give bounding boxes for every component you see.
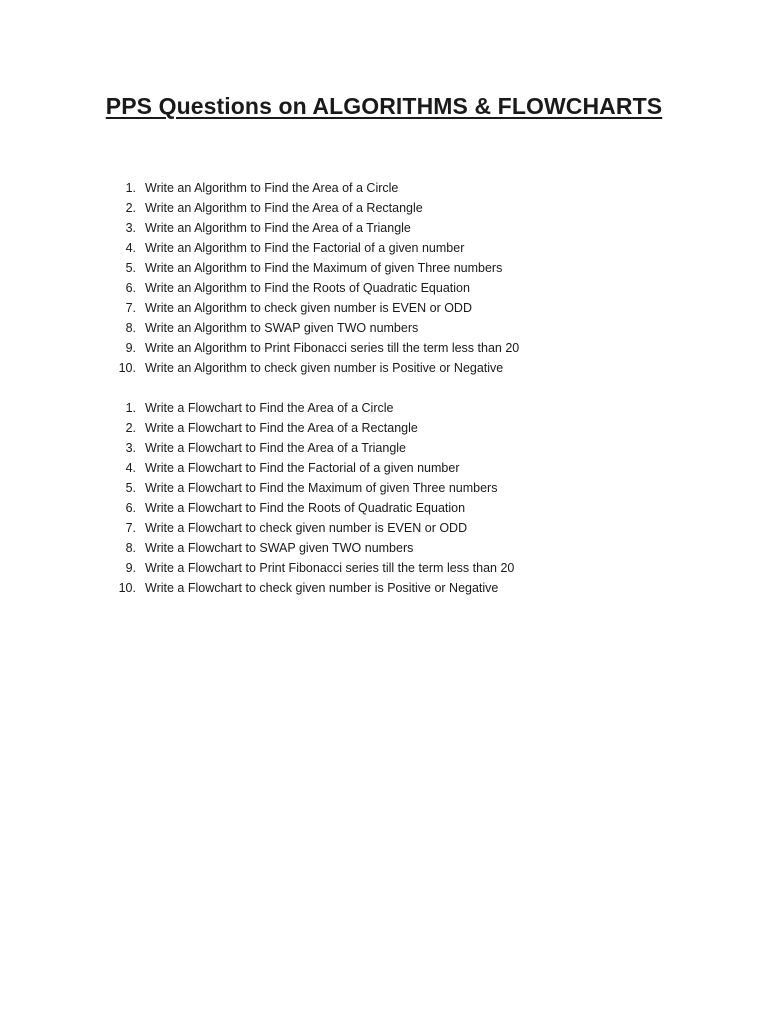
item-number: 10. xyxy=(118,361,136,375)
item-number: 5. xyxy=(125,261,136,275)
item-number: 10. xyxy=(118,581,136,595)
list-item xyxy=(108,560,514,580)
item-number: 6. xyxy=(125,501,136,515)
item-number: 7. xyxy=(125,301,136,315)
item-text: Write an Algorithm to Find the Factorial of a given number xyxy=(145,241,465,255)
item-text: Write a Flowchart to Find the Roots of Quadratic Equation xyxy=(145,501,466,515)
list-item xyxy=(108,320,519,340)
item-number: 7. xyxy=(125,521,136,535)
list-item xyxy=(108,340,519,360)
item-text: Write a Flowchart to Find the Maximum of given Three numbers xyxy=(145,481,498,495)
item-number: 9. xyxy=(125,341,136,355)
item-number: 8. xyxy=(125,541,136,555)
item-number: 4. xyxy=(125,241,136,255)
list-item xyxy=(108,480,514,500)
list-item xyxy=(108,280,519,300)
item-text: Write an Algorithm to check given number is Positive or Negative xyxy=(145,361,504,375)
item-number: 8. xyxy=(125,321,136,335)
item-text: Write an Algorithm to Find the Area of a Rectangle xyxy=(145,201,423,215)
list-item xyxy=(108,220,519,240)
list-item xyxy=(108,300,519,320)
item-text: Write an Algorithm to check given number is EVEN or ODD xyxy=(145,301,472,315)
item-number: 4. xyxy=(125,461,136,475)
list-item xyxy=(108,200,519,220)
item-text: Write an Algorithm to Find the Roots of Quadratic Equation xyxy=(145,281,470,295)
list-item xyxy=(108,460,514,480)
flowchart-questions-list xyxy=(108,400,514,600)
item-text: Write an Algorithm to Print Fibonacci series till the term less than 20 xyxy=(145,341,520,355)
item-number: 2. xyxy=(125,421,136,435)
item-number: 1. xyxy=(125,181,136,195)
list-item xyxy=(108,420,514,440)
item-number: 9. xyxy=(125,561,136,575)
item-text: Write an Algorithm to Find the Area of a Triangle xyxy=(145,221,411,235)
item-text: Write a Flowchart to Print Fibonacci series till the term less than 20 xyxy=(145,561,515,575)
list-item xyxy=(108,580,514,600)
list-item xyxy=(108,540,514,560)
list-item xyxy=(108,520,514,540)
list-item xyxy=(108,440,514,460)
item-text: Write an Algorithm to SWAP given TWO numbers xyxy=(145,321,419,335)
item-number: 3. xyxy=(125,441,136,455)
list-item xyxy=(108,180,519,200)
algorithm-questions-list xyxy=(108,180,519,380)
item-text: Write a Flowchart to Find the Area of a Triangle xyxy=(145,441,407,455)
list-item xyxy=(108,400,514,420)
list-item xyxy=(108,500,514,520)
item-number: 2. xyxy=(125,201,136,215)
item-text: Write an Algorithm to Find the Maximum of given Three numbers xyxy=(145,261,503,275)
item-text: Write a Flowchart to check given number is EVEN or ODD xyxy=(145,521,468,535)
list-item xyxy=(108,360,519,380)
item-number: 6. xyxy=(125,281,136,295)
item-text: Write a Flowchart to Find the Area of a Circle xyxy=(145,401,394,415)
item-text: Write a Flowchart to Find the Factorial of a given number xyxy=(145,461,460,475)
list-item xyxy=(108,240,519,260)
item-text: Write a Flowchart to Find the Area of a Rectangle xyxy=(145,421,418,435)
list-item xyxy=(108,260,519,280)
item-text: Write a Flowchart to SWAP given TWO numbers xyxy=(145,541,414,555)
item-number: 5. xyxy=(125,481,136,495)
item-number: 3. xyxy=(125,221,136,235)
item-text: Write an Algorithm to Find the Area of a Circle xyxy=(145,181,399,195)
item-text: Write a Flowchart to check given number is Positive or Negative xyxy=(145,581,499,595)
item-number: 1. xyxy=(125,401,136,415)
page-title: PPS Questions on ALGORITHMS & FLOWCHARTS xyxy=(105,93,663,119)
